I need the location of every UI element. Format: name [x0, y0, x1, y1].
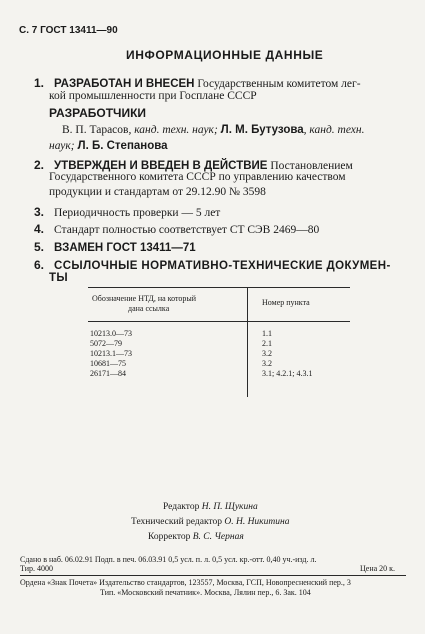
credit-tech-editor [131, 517, 289, 527]
table-header-doc-line2: дана ссылка [128, 304, 170, 313]
item-2-number: 2. [34, 158, 45, 172]
imprint-publisher: Ордена «Знак Почета» Издательство стандартов, 123557, Москва, ГСП, Новопресненский пер., 3 [20, 578, 351, 587]
developer-name-3: Л. Б. Степанова [77, 140, 168, 152]
developer-credentials-2-cont: наук; [49, 140, 78, 152]
item-4-number: 4. [34, 222, 45, 236]
imprint-line-1: Сдано в наб. 06.02.91 Подп. в печ. 06.03.91 0,5 усл. п. л. 0,5 усл. кр.-отт. 0,40 уч.-изд. л. [20, 555, 317, 564]
table-row-clause [262, 349, 272, 358]
credit-corrector [148, 532, 244, 542]
item-6 [34, 256, 391, 274]
item-3-text: Периодичность проверки — 5 лет [54, 207, 221, 219]
table-cell-doc: 26171—84 [90, 369, 126, 378]
developer-credentials-1: , канд. техн. наук; [128, 124, 221, 136]
table-cell-clause: 1.1 [262, 329, 272, 338]
item-5-text: ВЗАМЕН ГОСТ 13411—71 [54, 242, 196, 254]
developers-heading: РАЗРАБОТЧИКИ [49, 106, 147, 120]
table-row [90, 329, 132, 338]
table-cell-clause: 3.2 [262, 359, 272, 368]
table-cell-clause: 3.2 [262, 349, 272, 358]
table-row-clause [262, 339, 272, 348]
credit-editor [163, 502, 258, 512]
item-2-text-line2: Государственного комитета СССР по управлению качеством [49, 171, 346, 183]
credit-tech-editor-label: Технический редактор [131, 517, 225, 527]
item-2-text-line3: продукции и стандартам от 29.12.90 № 3598 [49, 186, 266, 198]
table-header-clause: Номер пункта [262, 298, 310, 307]
table-row [90, 339, 122, 348]
table-cell-doc: 10213.0—73 [90, 329, 132, 338]
imprint-price: Цена 20 к. [360, 564, 396, 573]
item-1-text: Государственным комитетом лег- [194, 78, 361, 90]
item-2-heading: УТВЕРЖДЕН И ВВЕДЕН В ДЕЙСТВИЕ [54, 160, 268, 172]
table-top-rule [88, 287, 350, 288]
item-3-number: 3. [34, 205, 45, 219]
page-title: ИНФОРМАЦИОННЫЕ ДАННЫЕ [126, 48, 324, 62]
item-6-number: 6. [34, 258, 45, 272]
table-cell-doc: 10213.1—73 [90, 349, 132, 358]
item-5 [34, 238, 196, 256]
credit-corrector-name: В. С. Черная [192, 532, 244, 542]
item-6-heading: ССЫЛОЧНЫЕ НОРМАТИВНО-ТЕХНИЧЕСКИЕ ДОКУМЕН- [54, 260, 391, 272]
item-1-text-line2: кой промышленности при Госплане СССР [49, 90, 257, 102]
table-row [90, 359, 126, 368]
footer-divider [20, 575, 406, 576]
credit-corrector-label: Корректор [148, 532, 193, 542]
imprint-printer: Тип. «Московский печатник». Москва, Лялин пер., 6. Зак. 104 [100, 588, 311, 597]
table-header-doc: Обозначение НТД, на который [92, 294, 197, 303]
credit-tech-editor-name: О. Н. Никитина [224, 517, 290, 527]
item-2-text: Постановлением [267, 160, 353, 172]
item-1-heading: РАЗРАБОТАН И ВНЕСЕН [54, 78, 195, 90]
table-column-divider [247, 287, 248, 397]
developer-credentials-2: , канд. техн. [303, 124, 365, 136]
table-row-clause [262, 369, 312, 378]
item-6-heading-line2: ТЫ [49, 272, 69, 284]
page-header: С. 7 ГОСТ 13411—90 [19, 25, 118, 36]
item-5-number: 5. [34, 240, 45, 254]
developer-name-2: Л. М. Бутузова [220, 124, 304, 136]
table-header-rule [88, 321, 350, 322]
table-cell-doc: 5072—79 [90, 339, 122, 348]
credit-editor-label: Редактор [163, 502, 202, 512]
table-cell-clause: 2.1 [262, 339, 272, 348]
item-4 [34, 220, 319, 238]
developers-line1 [62, 124, 364, 136]
item-3 [34, 203, 220, 221]
item-4-text: Стандарт полностью соответствует СТ СЭВ 2469—80 [54, 224, 320, 236]
table-row-clause [262, 359, 272, 368]
table-row [90, 349, 132, 358]
developer-name-1: В. П. Тарасов [62, 124, 129, 136]
imprint-print-run: Тир. 4000 [20, 564, 53, 573]
table-row [90, 369, 126, 378]
item-1-number: 1. [34, 76, 45, 90]
credit-editor-name: Н. П. Щукина [201, 502, 258, 512]
table-cell-clause: 3.1; 4.2.1; 4.3.1 [262, 369, 313, 378]
developers-line2 [49, 140, 168, 152]
table-cell-doc: 10681—75 [90, 359, 126, 368]
table-row-clause [262, 329, 272, 338]
